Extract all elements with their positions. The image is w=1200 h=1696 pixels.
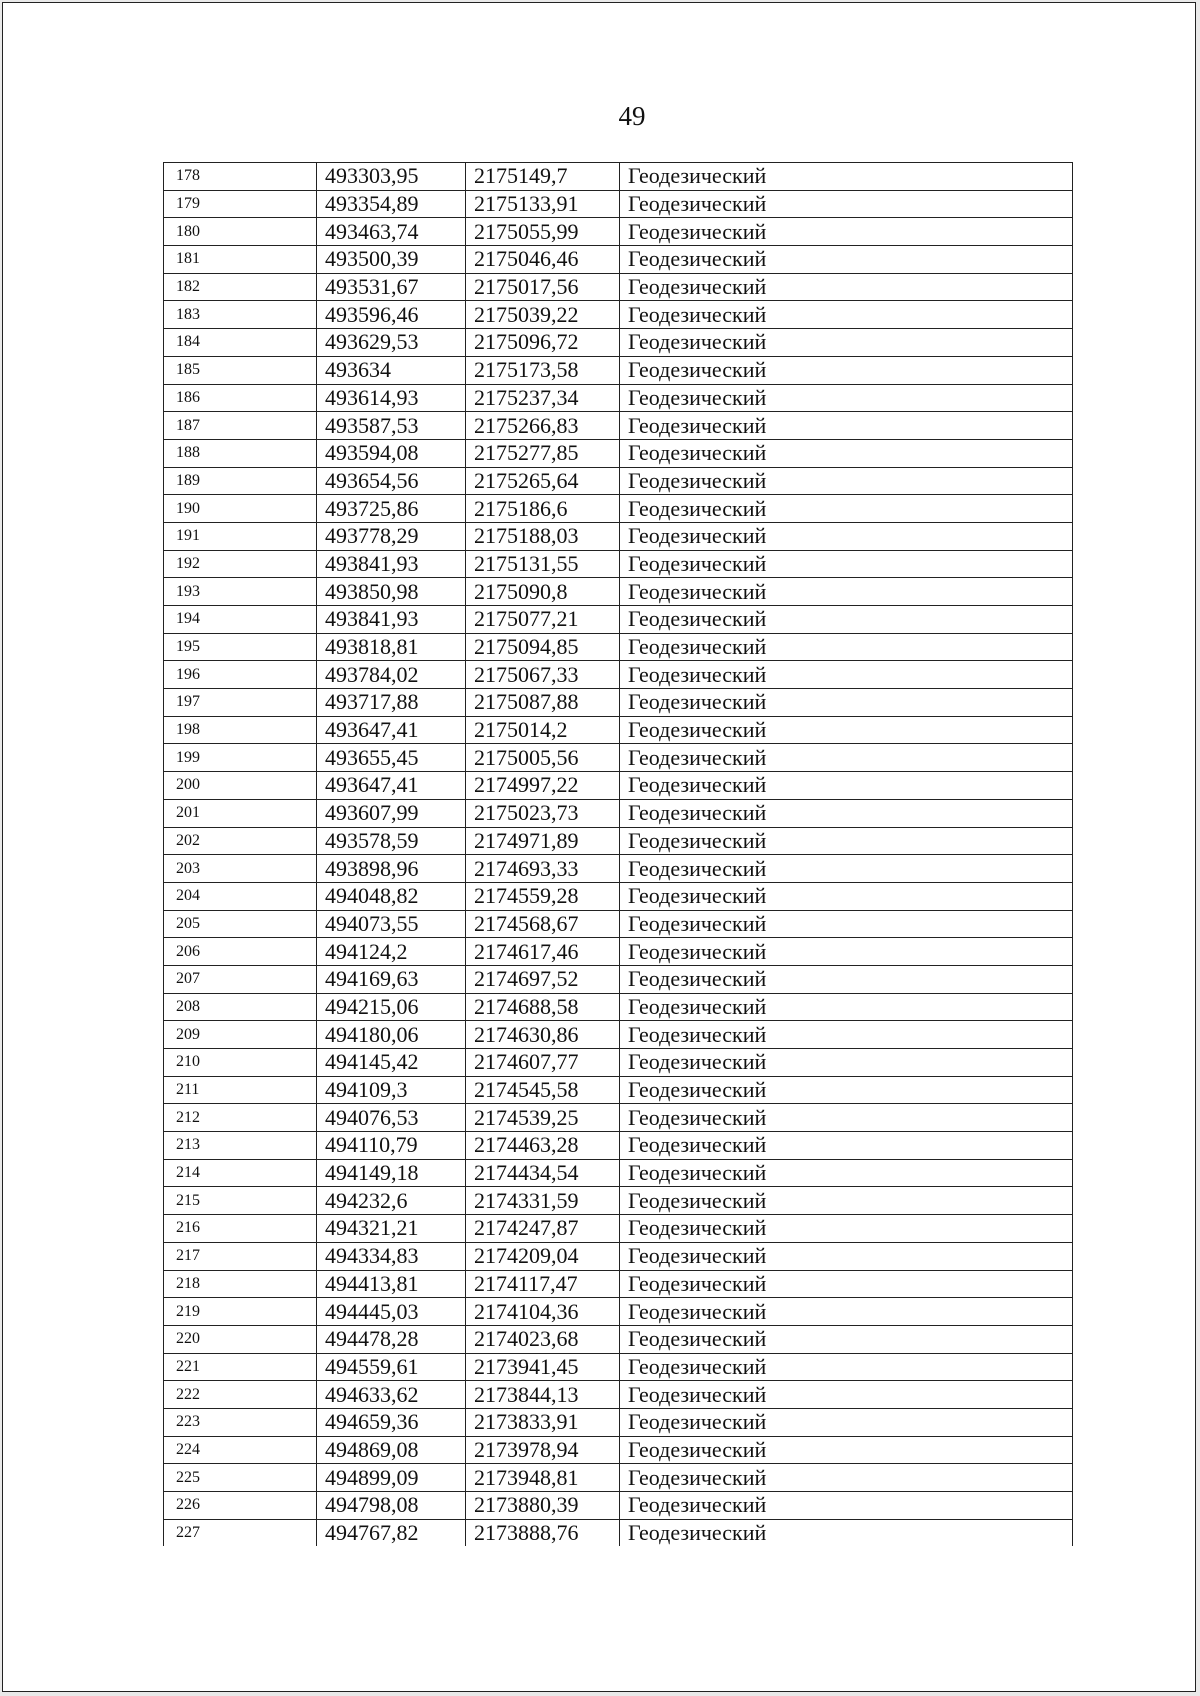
point-number-cell: 222	[164, 1381, 317, 1409]
point-number-cell: 227	[164, 1519, 317, 1546]
method-cell: Геодезический	[620, 412, 1073, 440]
point-number-cell: 208	[164, 993, 317, 1021]
x-coordinate-cell: 493354,89	[317, 190, 466, 218]
table-row	[164, 467, 1073, 495]
method-cell: Геодезический	[620, 1270, 1073, 1298]
y-coordinate-cell: 2174117,47	[466, 1270, 620, 1298]
table-row	[164, 329, 1073, 357]
y-coordinate-cell: 2174331,59	[466, 1187, 620, 1215]
x-coordinate-cell: 493654,56	[317, 467, 466, 495]
method-cell: Геодезический	[620, 938, 1073, 966]
x-coordinate-cell: 494124,2	[317, 938, 466, 966]
y-coordinate-cell: 2175131,55	[466, 550, 620, 578]
table-row	[164, 301, 1073, 329]
x-coordinate-cell: 493725,86	[317, 495, 466, 523]
point-number-cell: 196	[164, 661, 317, 689]
table-row	[164, 606, 1073, 634]
table-row	[164, 965, 1073, 993]
method-cell: Геодезический	[620, 716, 1073, 744]
method-cell: Геодезический	[620, 246, 1073, 274]
table-row	[164, 495, 1073, 523]
y-coordinate-cell: 2175149,7	[466, 163, 620, 191]
y-coordinate-cell: 2174630,86	[466, 1021, 620, 1049]
point-number-cell: 216	[164, 1215, 317, 1243]
x-coordinate-cell: 494169,63	[317, 965, 466, 993]
y-coordinate-cell: 2175055,99	[466, 218, 620, 246]
method-cell: Геодезический	[620, 1132, 1073, 1160]
table-row	[164, 1159, 1073, 1187]
y-coordinate-cell: 2173978,94	[466, 1436, 620, 1464]
x-coordinate-cell: 494145,42	[317, 1049, 466, 1077]
table-row	[164, 716, 1073, 744]
coordinates-table-body	[164, 163, 1073, 1547]
point-number-cell: 199	[164, 744, 317, 772]
method-cell: Геодезический	[620, 993, 1073, 1021]
x-coordinate-cell: 493818,81	[317, 633, 466, 661]
x-coordinate-cell: 493614,93	[317, 384, 466, 412]
table-row	[164, 1298, 1073, 1326]
y-coordinate-cell: 2175090,8	[466, 578, 620, 606]
x-coordinate-cell: 493463,74	[317, 218, 466, 246]
method-cell: Геодезический	[620, 633, 1073, 661]
point-number-cell: 207	[164, 965, 317, 993]
point-number-cell: 215	[164, 1187, 317, 1215]
method-cell: Геодезический	[620, 1325, 1073, 1353]
y-coordinate-cell: 2173833,91	[466, 1408, 620, 1436]
x-coordinate-cell: 494321,21	[317, 1215, 466, 1243]
table-row	[164, 1464, 1073, 1492]
table-row	[164, 1436, 1073, 1464]
method-cell: Геодезический	[620, 882, 1073, 910]
method-cell: Геодезический	[620, 1021, 1073, 1049]
method-cell: Геодезический	[620, 772, 1073, 800]
method-cell: Геодезический	[620, 1408, 1073, 1436]
table-row	[164, 578, 1073, 606]
point-number-cell: 197	[164, 689, 317, 717]
x-coordinate-cell: 494149,18	[317, 1159, 466, 1187]
method-cell: Геодезический	[620, 301, 1073, 329]
method-cell: Геодезический	[620, 965, 1073, 993]
x-coordinate-cell: 493500,39	[317, 246, 466, 274]
y-coordinate-cell: 2174434,54	[466, 1159, 620, 1187]
x-coordinate-cell: 494445,03	[317, 1298, 466, 1326]
table-row	[164, 1021, 1073, 1049]
table-row	[164, 439, 1073, 467]
x-coordinate-cell: 493778,29	[317, 522, 466, 550]
table-row	[164, 772, 1073, 800]
table-row	[164, 1381, 1073, 1409]
point-number-cell: 178	[164, 163, 317, 191]
point-number-cell: 198	[164, 716, 317, 744]
point-number-cell: 226	[164, 1492, 317, 1520]
y-coordinate-cell: 2175096,72	[466, 329, 620, 357]
x-coordinate-cell: 494180,06	[317, 1021, 466, 1049]
y-coordinate-cell: 2175265,64	[466, 467, 620, 495]
y-coordinate-cell: 2174209,04	[466, 1242, 620, 1270]
point-number-cell: 223	[164, 1408, 317, 1436]
table-row	[164, 1215, 1073, 1243]
point-number-cell: 206	[164, 938, 317, 966]
x-coordinate-cell: 493303,95	[317, 163, 466, 191]
y-coordinate-cell: 2175087,88	[466, 689, 620, 717]
y-coordinate-cell: 2173888,76	[466, 1519, 620, 1546]
x-coordinate-cell: 494076,53	[317, 1104, 466, 1132]
x-coordinate-cell: 494334,83	[317, 1242, 466, 1270]
y-coordinate-cell: 2174697,52	[466, 965, 620, 993]
method-cell: Геодезический	[620, 661, 1073, 689]
x-coordinate-cell: 494559,61	[317, 1353, 466, 1381]
y-coordinate-cell: 2175067,33	[466, 661, 620, 689]
x-coordinate-cell: 494659,36	[317, 1408, 466, 1436]
y-coordinate-cell: 2174247,87	[466, 1215, 620, 1243]
point-number-cell: 220	[164, 1325, 317, 1353]
y-coordinate-cell: 2174997,22	[466, 772, 620, 800]
y-coordinate-cell: 2174559,28	[466, 882, 620, 910]
x-coordinate-cell: 493607,99	[317, 799, 466, 827]
table-row	[164, 799, 1073, 827]
method-cell: Геодезический	[620, 1464, 1073, 1492]
y-coordinate-cell: 2173880,39	[466, 1492, 620, 1520]
page-number: 49	[618, 101, 646, 131]
x-coordinate-cell: 493655,45	[317, 744, 466, 772]
table-row	[164, 384, 1073, 412]
y-coordinate-cell: 2175005,56	[466, 744, 620, 772]
point-number-cell: 186	[164, 384, 317, 412]
x-coordinate-cell: 494869,08	[317, 1436, 466, 1464]
y-coordinate-cell: 2174693,33	[466, 855, 620, 883]
point-number-cell: 193	[164, 578, 317, 606]
method-cell: Геодезический	[620, 855, 1073, 883]
table-row	[164, 218, 1073, 246]
point-number-cell: 190	[164, 495, 317, 523]
method-cell: Геодезический	[620, 1381, 1073, 1409]
x-coordinate-cell: 494109,3	[317, 1076, 466, 1104]
point-number-cell: 218	[164, 1270, 317, 1298]
method-cell: Геодезический	[620, 1076, 1073, 1104]
y-coordinate-cell: 2173941,45	[466, 1353, 620, 1381]
method-cell: Геодезический	[620, 744, 1073, 772]
method-cell: Геодезический	[620, 1049, 1073, 1077]
y-coordinate-cell: 2175039,22	[466, 301, 620, 329]
point-number-cell: 200	[164, 772, 317, 800]
y-coordinate-cell: 2174023,68	[466, 1325, 620, 1353]
x-coordinate-cell: 493850,98	[317, 578, 466, 606]
table-row	[164, 855, 1073, 883]
y-coordinate-cell: 2175014,2	[466, 716, 620, 744]
table-row	[164, 273, 1073, 301]
point-number-cell: 210	[164, 1049, 317, 1077]
method-cell: Геодезический	[620, 550, 1073, 578]
table-row	[164, 882, 1073, 910]
table-row	[164, 1242, 1073, 1270]
x-coordinate-cell: 493841,93	[317, 606, 466, 634]
x-coordinate-cell: 493717,88	[317, 689, 466, 717]
table-row	[164, 1104, 1073, 1132]
point-number-cell: 189	[164, 467, 317, 495]
y-coordinate-cell: 2175277,85	[466, 439, 620, 467]
method-cell: Геодезический	[620, 578, 1073, 606]
table-row	[164, 356, 1073, 384]
point-number-cell: 194	[164, 606, 317, 634]
x-coordinate-cell: 493587,53	[317, 412, 466, 440]
table-row	[164, 163, 1073, 191]
x-coordinate-cell: 494073,55	[317, 910, 466, 938]
point-number-cell: 212	[164, 1104, 317, 1132]
y-coordinate-cell: 2175173,58	[466, 356, 620, 384]
point-number-cell: 183	[164, 301, 317, 329]
x-coordinate-cell: 494215,06	[317, 993, 466, 1021]
x-coordinate-cell: 494899,09	[317, 1464, 466, 1492]
point-number-cell: 187	[164, 412, 317, 440]
y-coordinate-cell: 2174539,25	[466, 1104, 620, 1132]
y-coordinate-cell: 2175186,6	[466, 495, 620, 523]
y-coordinate-cell: 2175023,73	[466, 799, 620, 827]
method-cell: Геодезический	[620, 467, 1073, 495]
point-number-cell: 182	[164, 273, 317, 301]
method-cell: Геодезический	[620, 495, 1073, 523]
y-coordinate-cell: 2175188,03	[466, 522, 620, 550]
x-coordinate-cell: 493596,46	[317, 301, 466, 329]
x-coordinate-cell: 493629,53	[317, 329, 466, 357]
x-coordinate-cell: 494110,79	[317, 1132, 466, 1160]
x-coordinate-cell: 493634	[317, 356, 466, 384]
table-row	[164, 1353, 1073, 1381]
y-coordinate-cell: 2174617,46	[466, 938, 620, 966]
table-row	[164, 1325, 1073, 1353]
method-cell: Геодезический	[620, 1353, 1073, 1381]
x-coordinate-cell: 494413,81	[317, 1270, 466, 1298]
method-cell: Геодезический	[620, 1215, 1073, 1243]
y-coordinate-cell: 2173948,81	[466, 1464, 620, 1492]
point-number-cell: 224	[164, 1436, 317, 1464]
point-number-cell: 184	[164, 329, 317, 357]
point-number-cell: 225	[164, 1464, 317, 1492]
coordinates-table	[163, 162, 1073, 1546]
table-row	[164, 522, 1073, 550]
table-row	[164, 412, 1073, 440]
point-number-cell: 180	[164, 218, 317, 246]
point-number-cell: 181	[164, 246, 317, 274]
method-cell: Геодезический	[620, 910, 1073, 938]
point-number-cell: 192	[164, 550, 317, 578]
point-number-cell: 205	[164, 910, 317, 938]
x-coordinate-cell: 494478,28	[317, 1325, 466, 1353]
method-cell: Геодезический	[620, 163, 1073, 191]
point-number-cell: 179	[164, 190, 317, 218]
y-coordinate-cell: 2175094,85	[466, 633, 620, 661]
y-coordinate-cell: 2174688,58	[466, 993, 620, 1021]
table-row	[164, 1270, 1073, 1298]
method-cell: Геодезический	[620, 356, 1073, 384]
x-coordinate-cell: 494232,6	[317, 1187, 466, 1215]
method-cell: Геодезический	[620, 1492, 1073, 1520]
point-number-cell: 211	[164, 1076, 317, 1104]
method-cell: Геодезический	[620, 1104, 1073, 1132]
method-cell: Геодезический	[620, 384, 1073, 412]
point-number-cell: 191	[164, 522, 317, 550]
point-number-cell: 195	[164, 633, 317, 661]
y-coordinate-cell: 2174971,89	[466, 827, 620, 855]
method-cell: Геодезический	[620, 218, 1073, 246]
x-coordinate-cell: 493594,08	[317, 439, 466, 467]
table-row	[164, 1519, 1073, 1546]
table-row	[164, 689, 1073, 717]
y-coordinate-cell: 2174545,58	[466, 1076, 620, 1104]
x-coordinate-cell: 493578,59	[317, 827, 466, 855]
y-coordinate-cell: 2174568,67	[466, 910, 620, 938]
table-row	[164, 550, 1073, 578]
point-number-cell: 217	[164, 1242, 317, 1270]
point-number-cell: 219	[164, 1298, 317, 1326]
method-cell: Геодезический	[620, 1519, 1073, 1546]
method-cell: Геодезический	[620, 606, 1073, 634]
table-row	[164, 190, 1073, 218]
point-number-cell: 188	[164, 439, 317, 467]
method-cell: Геодезический	[620, 190, 1073, 218]
x-coordinate-cell: 494767,82	[317, 1519, 466, 1546]
point-number-cell: 201	[164, 799, 317, 827]
y-coordinate-cell: 2175237,34	[466, 384, 620, 412]
table-row	[164, 938, 1073, 966]
x-coordinate-cell: 493647,41	[317, 716, 466, 744]
method-cell: Геодезический	[620, 1242, 1073, 1270]
table-row	[164, 1076, 1073, 1104]
table-row	[164, 633, 1073, 661]
table-row	[164, 1049, 1073, 1077]
y-coordinate-cell: 2175017,56	[466, 273, 620, 301]
method-cell: Геодезический	[620, 1298, 1073, 1326]
method-cell: Геодезический	[620, 827, 1073, 855]
table-row	[164, 1492, 1073, 1520]
table-row	[164, 827, 1073, 855]
table-row	[164, 993, 1073, 1021]
method-cell: Геодезический	[620, 799, 1073, 827]
point-number-cell: 202	[164, 827, 317, 855]
method-cell: Геодезический	[620, 1436, 1073, 1464]
x-coordinate-cell: 494798,08	[317, 1492, 466, 1520]
point-number-cell: 221	[164, 1353, 317, 1381]
x-coordinate-cell: 493898,96	[317, 855, 466, 883]
y-coordinate-cell: 2175046,46	[466, 246, 620, 274]
x-coordinate-cell: 494633,62	[317, 1381, 466, 1409]
method-cell: Геодезический	[620, 439, 1073, 467]
x-coordinate-cell: 493647,41	[317, 772, 466, 800]
table-row	[164, 744, 1073, 772]
x-coordinate-cell: 493841,93	[317, 550, 466, 578]
y-coordinate-cell: 2175266,83	[466, 412, 620, 440]
point-number-cell: 213	[164, 1132, 317, 1160]
method-cell: Геодезический	[620, 273, 1073, 301]
y-coordinate-cell: 2174607,77	[466, 1049, 620, 1077]
point-number-cell: 214	[164, 1159, 317, 1187]
x-coordinate-cell: 493784,02	[317, 661, 466, 689]
table-row	[164, 1132, 1073, 1160]
table-row	[164, 661, 1073, 689]
table-row	[164, 1187, 1073, 1215]
x-coordinate-cell: 494048,82	[317, 882, 466, 910]
point-number-cell: 203	[164, 855, 317, 883]
point-number-cell: 204	[164, 882, 317, 910]
y-coordinate-cell: 2174104,36	[466, 1298, 620, 1326]
y-coordinate-cell: 2175133,91	[466, 190, 620, 218]
method-cell: Геодезический	[620, 689, 1073, 717]
x-coordinate-cell: 493531,67	[317, 273, 466, 301]
table-row	[164, 246, 1073, 274]
table-row	[164, 1408, 1073, 1436]
method-cell: Геодезический	[620, 1187, 1073, 1215]
point-number-cell: 209	[164, 1021, 317, 1049]
y-coordinate-cell: 2173844,13	[466, 1381, 620, 1409]
y-coordinate-cell: 2174463,28	[466, 1132, 620, 1160]
document-page	[2, 2, 1196, 1692]
method-cell: Геодезический	[620, 1159, 1073, 1187]
point-number-cell: 185	[164, 356, 317, 384]
y-coordinate-cell: 2175077,21	[466, 606, 620, 634]
table-row	[164, 910, 1073, 938]
method-cell: Геодезический	[620, 522, 1073, 550]
method-cell: Геодезический	[620, 329, 1073, 357]
